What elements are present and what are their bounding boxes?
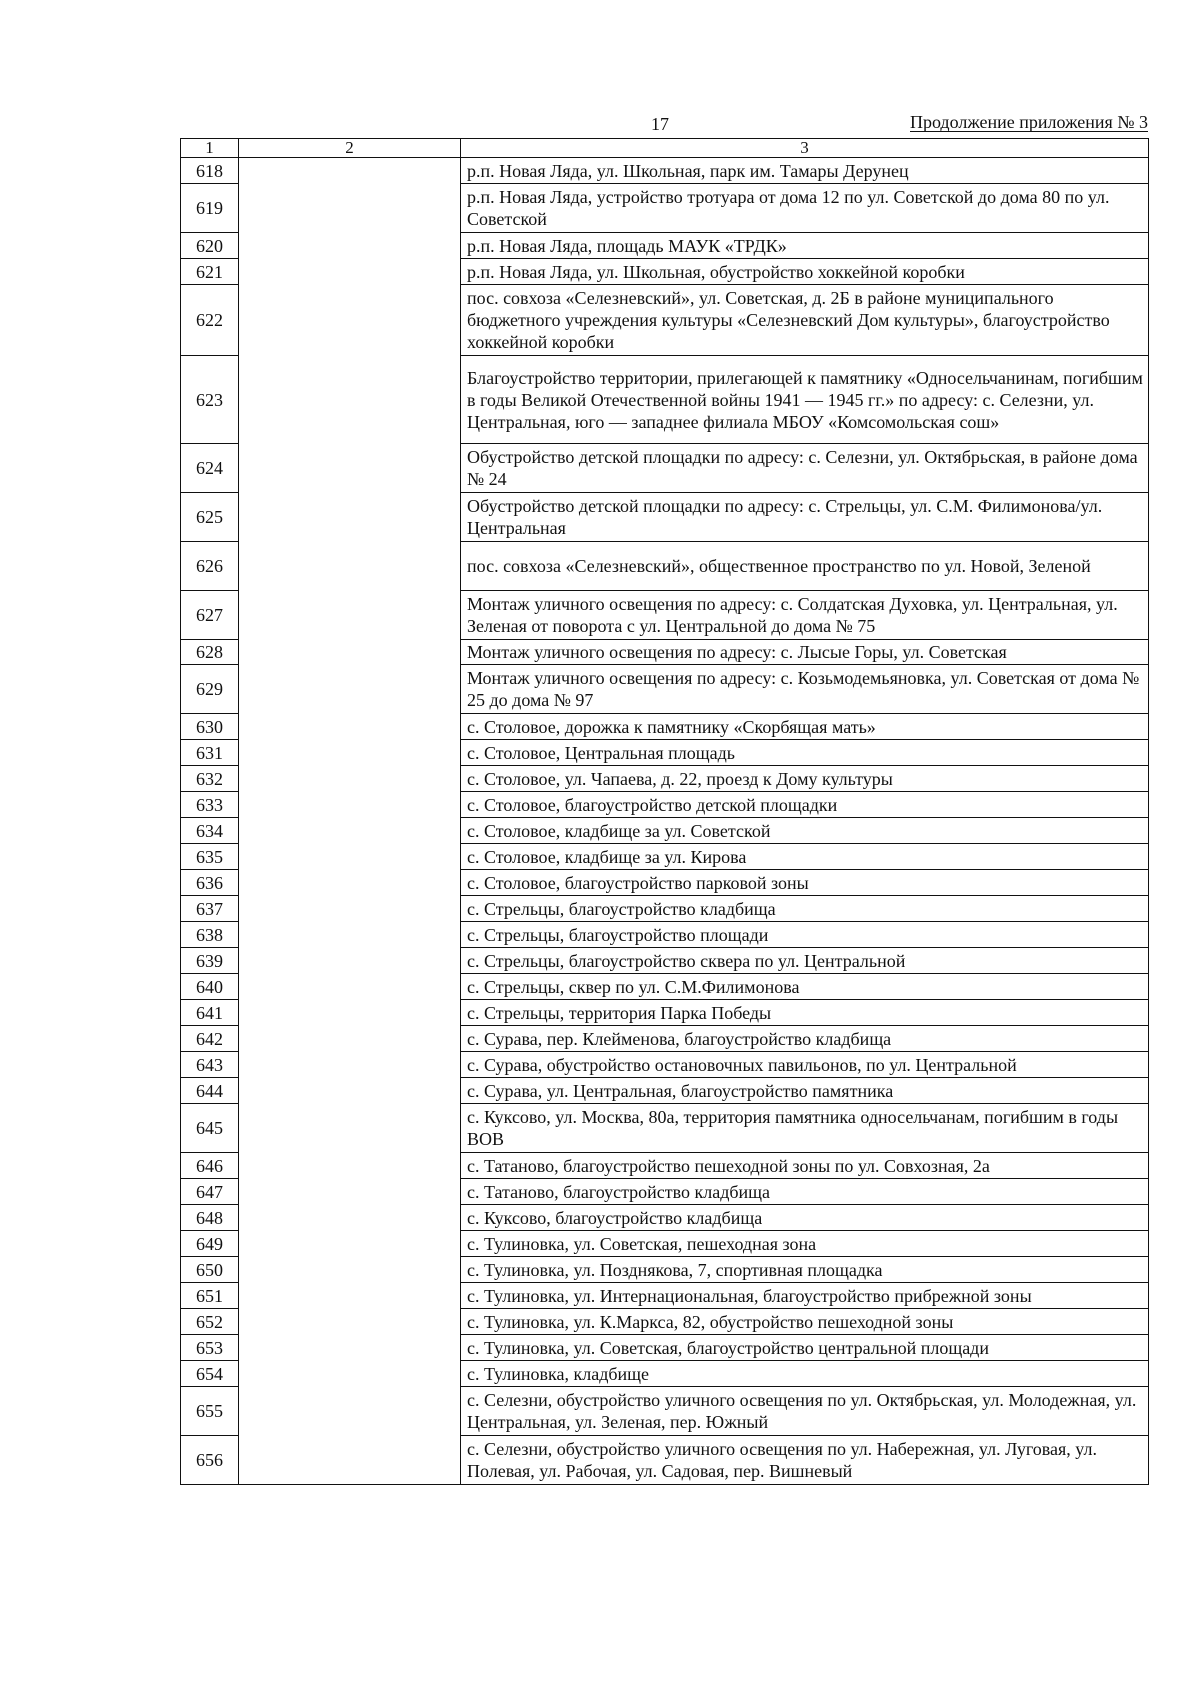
row-description: с. Столовое, Центральная площадь <box>461 740 1149 766</box>
column-header-3: 3 <box>461 139 1149 158</box>
row-number: 628 <box>181 640 239 665</box>
row-description: с. Татаново, благоустройство кладбища <box>461 1179 1149 1205</box>
row-description: р.п. Новая Ляда, ул. Школьная, обустройство хоккейной коробки <box>461 259 1149 285</box>
row-number: 622 <box>181 285 239 356</box>
row-number: 643 <box>181 1052 239 1078</box>
row-number: 640 <box>181 974 239 1000</box>
row-number: 625 <box>181 493 239 542</box>
row-number: 647 <box>181 1179 239 1205</box>
row-description: с. Столовое, ул. Чапаева, д. 22, проезд к Дому культуры <box>461 766 1149 792</box>
row-number: 655 <box>181 1387 239 1436</box>
row-description: с. Стрельцы, благоустройство кладбища <box>461 896 1149 922</box>
row-number: 637 <box>181 896 239 922</box>
row-number: 626 <box>181 542 239 591</box>
row-description: с. Сурава, пер. Клейменова, благоустройство кладбища <box>461 1026 1149 1052</box>
row-description: с. Столовое, благоустройство парковой зоны <box>461 870 1149 896</box>
column-header-1: 1 <box>181 139 239 158</box>
row-number: 649 <box>181 1231 239 1257</box>
row-description: с. Татаново, благоустройство пешеходной зоны по ул. Совхозная, 2а <box>461 1153 1149 1179</box>
row-number: 648 <box>181 1205 239 1231</box>
row-description: с. Селезни, обустройство уличного освещения по ул. Набережная, ул. Луговая, ул. Полевая, ул. Рабочая, ул. Садовая, пер. Вишневый <box>461 1436 1149 1485</box>
row-number: 654 <box>181 1361 239 1387</box>
row-description: с. Тулиновка, ул. Советская, благоустройство центральной площади <box>461 1335 1149 1361</box>
row-number: 632 <box>181 766 239 792</box>
table-header-row <box>181 139 1149 158</box>
row-number: 635 <box>181 844 239 870</box>
row-description: с. Стрельцы, благоустройство сквера по ул. Центральной <box>461 948 1149 974</box>
row-number: 638 <box>181 922 239 948</box>
row-description: с. Тулиновка, ул. Советская, пешеходная зона <box>461 1231 1149 1257</box>
row-description: с. Тулиновка, кладбище <box>461 1361 1149 1387</box>
row-number: 653 <box>181 1335 239 1361</box>
row-description: Обустройство детской площадки по адресу: с. Стрельцы, ул. С.М. Филимонова/ул. Центральная <box>461 493 1149 542</box>
row-number: 624 <box>181 444 239 493</box>
row-description: Монтаж уличного освещения по адресу: с. Лысые Горы, ул. Советская <box>461 640 1149 665</box>
row-description: с. Столовое, кладбище за ул. Кирова <box>461 844 1149 870</box>
row-description: с. Стрельцы, благоустройство площади <box>461 922 1149 948</box>
row-number: 619 <box>181 184 239 233</box>
row-description: Монтаж уличного освещения по адресу: с. Козьмодемьяновка, ул. Советская от дома № 25 до дома № 97 <box>461 665 1149 714</box>
row-description: Обустройство детской площадки по адресу: с. Селезни, ул. Октябрьская, в районе дома № 24 <box>461 444 1149 493</box>
row-number: 646 <box>181 1153 239 1179</box>
table-row <box>181 158 1149 184</box>
row-number: 656 <box>181 1436 239 1485</box>
row-description: с. Тулиновка, ул. Интернациональная, благоустройство прибрежной зоны <box>461 1283 1149 1309</box>
row-description: с. Куксово, благоустройство кладбища <box>461 1205 1149 1231</box>
row-description: р.п. Новая Ляда, ул. Школьная, парк им. Тамары Дерунец <box>461 158 1149 184</box>
row-number: 652 <box>181 1309 239 1335</box>
row-number: 650 <box>181 1257 239 1283</box>
row-description: пос. совхоза «Селезневский», общественное пространство по ул. Новой, Зеленой <box>461 542 1149 591</box>
row-description: пос. совхоза «Селезневский», ул. Советская, д. 2Б в районе муниципального бюджетного учреждения культуры «Селезневский Дом культуры», благоустройство хоккейной коробки <box>461 285 1149 356</box>
row-description: с. Столовое, благоустройство детской площадки <box>461 792 1149 818</box>
row-number: 633 <box>181 792 239 818</box>
row-number: 620 <box>181 233 239 259</box>
row-number: 621 <box>181 259 239 285</box>
continuation-label: Продолжение приложения № 3 <box>909 112 1148 132</box>
row-number: 627 <box>181 591 239 640</box>
row-number: 641 <box>181 1000 239 1026</box>
row-description: с. Стрельцы, сквер по ул. С.М.Филимонова <box>461 974 1149 1000</box>
page-number: 17 <box>651 114 669 134</box>
empty-column-2 <box>239 158 461 1485</box>
row-description: с. Куксово, ул. Москва, 80а, территория памятника односельчанам, погибшим в годы ВОВ <box>461 1104 1149 1153</box>
row-description: Монтаж уличного освещения по адресу: с. Солдатская Духовка, ул. Центральная, ул. Зеленая от поворота с ул. Центральной до дома № 75 <box>461 591 1149 640</box>
column-header-2: 2 <box>239 139 461 158</box>
row-number: 623 <box>181 356 239 444</box>
appendix-table-body <box>181 139 1149 1485</box>
row-number: 644 <box>181 1078 239 1104</box>
row-number: 630 <box>181 714 239 740</box>
row-description: с. Стрельцы, территория Парка Победы <box>461 1000 1149 1026</box>
row-description: с. Тулиновка, ул. К.Маркса, 82, обустройство пешеходной зоны <box>461 1309 1149 1335</box>
row-number: 651 <box>181 1283 239 1309</box>
row-number: 618 <box>181 158 239 184</box>
row-number: 636 <box>181 870 239 896</box>
row-description: Благоустройство территории, прилегающей к памятнику «Односельчанинам, погибшим в годы Великой Отечественной войны 1941 — 1945 гг.» по адресу: с. Селезни, ул. Центральная, юго — западнее филиала МБОУ «Комсомольская сош» <box>461 356 1149 444</box>
row-number: 642 <box>181 1026 239 1052</box>
row-number: 645 <box>181 1104 239 1153</box>
row-description: с. Сурава, ул. Центральная, благоустройство памятника <box>461 1078 1149 1104</box>
row-description: р.п. Новая Ляда, устройство тротуара от дома 12 по ул. Советской до дома 80 по ул. Советской <box>461 184 1149 233</box>
row-number: 639 <box>181 948 239 974</box>
row-description: с. Селезни, обустройство уличного освещения по ул. Октябрьская, ул. Молодежная, ул. Центральная, ул. Зеленая, пер. Южный <box>461 1387 1149 1436</box>
row-description: с. Столовое, кладбище за ул. Советской <box>461 818 1149 844</box>
row-number: 634 <box>181 818 239 844</box>
row-description: с. Тулиновка, ул. Позднякова, 7, спортивная площадка <box>461 1257 1149 1283</box>
row-description: с. Столовое, дорожка к памятнику «Скорбящая мать» <box>461 714 1149 740</box>
row-number: 631 <box>181 740 239 766</box>
row-number: 629 <box>181 665 239 714</box>
appendix-table <box>180 138 1149 1485</box>
row-description: р.п. Новая Ляда, площадь МАУК «ТРДК» <box>461 233 1149 259</box>
row-description: с. Сурава, обустройство остановочных павильонов, по ул. Центральной <box>461 1052 1149 1078</box>
